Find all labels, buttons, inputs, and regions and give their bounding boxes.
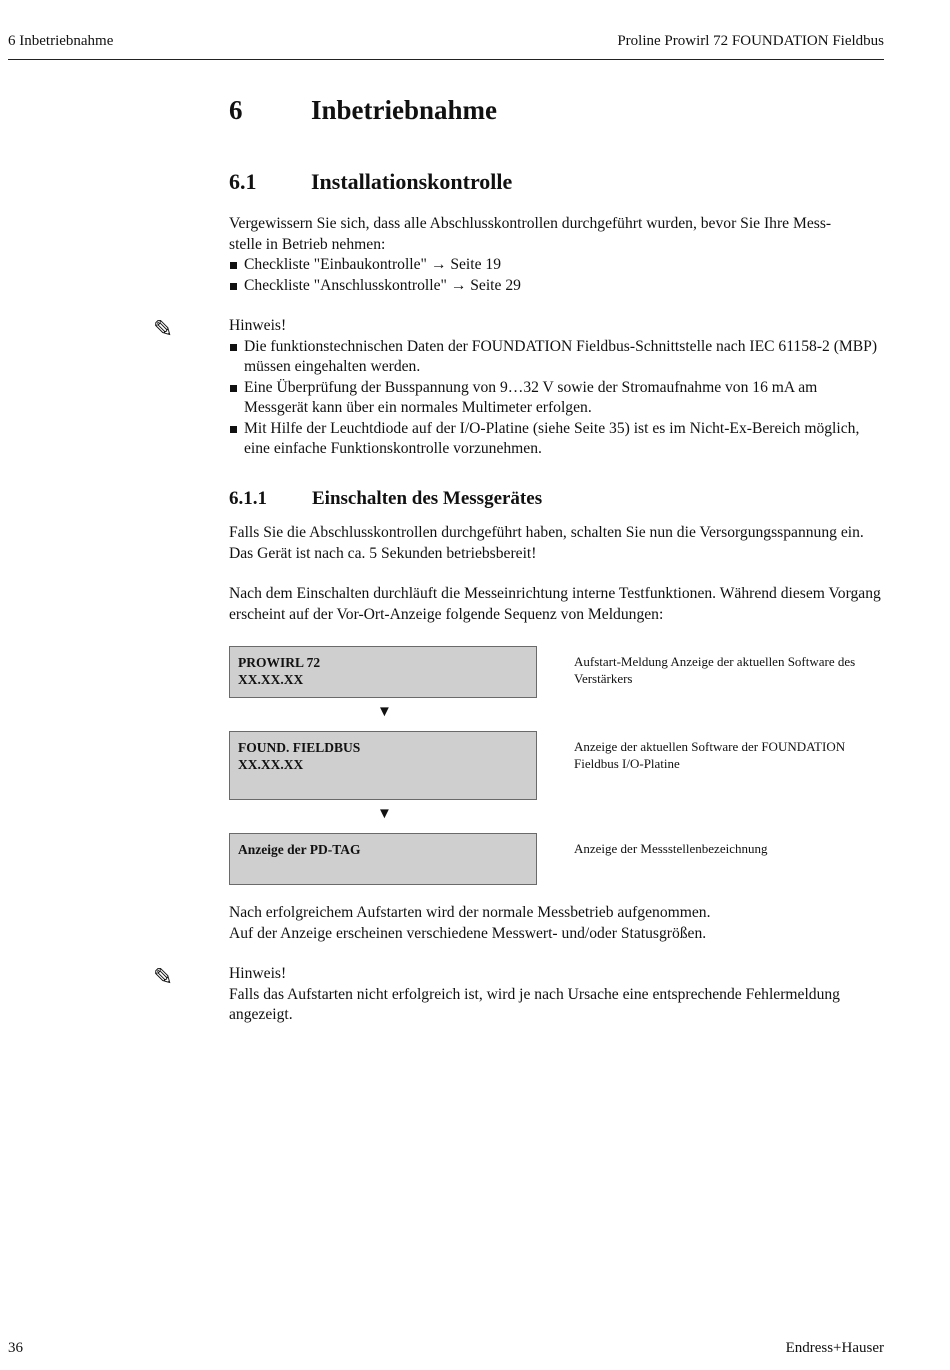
display-line-2: XX.XX.XX xyxy=(238,672,304,687)
chapter-title: Inbetriebnahme xyxy=(311,95,498,125)
paragraph-power-on: Falls Sie die Abschlusskontrollen durchgeführt haben, schalten Sie nun die Versorgungsspannung ein. Das Gerät ist nach ca. 5 Sekunden betriebsbereit! xyxy=(229,524,864,562)
display-description: Anzeige der Messstellenbezeichnung xyxy=(574,841,768,856)
display-box-startup xyxy=(229,646,537,698)
arrow-down-icon: ▼ xyxy=(377,806,392,822)
intro-checklist xyxy=(229,255,884,296)
intro-line-2: stelle in Betrieb nehmen: xyxy=(229,235,386,253)
list-item xyxy=(229,276,884,297)
note-list xyxy=(229,337,884,460)
list-item-text: Mit Hilfe der Leuchtdiode auf der I/O-Platine (siehe Seite 35) ist es im Nicht-Ex-Bereich möglich, eine einfache Funktionskontrolle vorzunehmen. xyxy=(244,419,860,457)
list-item-text: Die funktionstechnischen Daten der FOUNDATION Fieldbus-Schnittstelle nach IEC 61158-2 (MBP) müssen eingehalten werden. xyxy=(244,337,878,375)
bullet-square-icon xyxy=(230,262,237,269)
section-number: 6.1 xyxy=(229,169,257,194)
section-title: Installationskontrolle xyxy=(311,169,513,194)
intro-line-1: Vergewissern Sie sich, dass alle Abschlusskontrollen durchgeführt wurden, bevor Sie Ihre Mess- xyxy=(229,215,832,232)
bullet-square-icon xyxy=(230,344,237,351)
list-item-text: Eine Überprüfung der Busspannung von 9…32 V sowie der Stromaufnahme von 16 mA am Messgerät kann über ein normales Multimeter erfolgen. xyxy=(244,378,818,416)
subsection-title: Einschalten des Messgerätes xyxy=(312,488,543,509)
running-header-product: Proline Prowirl 72 FOUNDATION Fieldbus xyxy=(617,33,884,49)
note-text: Falls das Aufstarten nicht erfolgreich ist, wird je nach Ursache eine entsprechende Fehlermeldung angezeigt. xyxy=(229,985,840,1023)
display-description: Anzeige der aktuellen Software der FOUNDATION Fieldbus I/O-Platine xyxy=(574,739,846,771)
running-header-chapter: 6 Inbetriebnahme xyxy=(8,33,114,49)
header-rule xyxy=(8,59,884,60)
display-line-1: FOUND. FIELDBUS xyxy=(238,740,361,755)
arrow-down-icon: ▼ xyxy=(377,704,392,720)
display-line-1: Anzeige der PD-TAG xyxy=(238,842,361,857)
display-box-fieldbus xyxy=(229,731,537,800)
paragraph-normal-operation xyxy=(229,903,884,944)
pencil-icon: ✎ xyxy=(153,965,174,991)
chapter-number: 6 xyxy=(229,95,243,125)
note-label: Hinweis! xyxy=(229,965,287,982)
list-item xyxy=(229,378,884,419)
paragraph-line: Auf der Anzeige erscheinen verschiedene Messwert- und/oder Statusgrößen. xyxy=(229,924,707,942)
bullet-square-icon xyxy=(230,283,237,290)
pencil-icon: ✎ xyxy=(153,317,174,343)
bullet-square-icon xyxy=(230,385,237,392)
display-description: Aufstart-Meldung Anzeige der aktuellen Software des Verstärkers xyxy=(574,654,856,686)
list-item xyxy=(229,419,884,460)
paragraph-line: Nach erfolgreichem Aufstarten wird der normale Messbetrieb aufgenommen. xyxy=(229,904,711,921)
list-item xyxy=(229,337,884,378)
list-item xyxy=(229,255,884,276)
note-block-1 xyxy=(229,316,884,460)
display-box-pd-tag xyxy=(229,833,537,885)
paragraph-sequence-intro: Nach dem Einschalten durchläuft die Messeinrichtung interne Testfunktionen. Während diesem Vorgang erscheint auf der Vor-Ort-Anzeige folgende Sequenz von Meldungen: xyxy=(229,585,881,623)
intro-paragraph xyxy=(229,214,884,296)
subsection-number: 6.1.1 xyxy=(229,488,267,509)
list-item-text: Checkliste "Einbaukontrolle" → Seite 19 xyxy=(244,256,501,273)
note-block-2 xyxy=(229,964,884,1026)
note-label: Hinweis! xyxy=(229,317,287,334)
brand-name: Endress+Hauser xyxy=(785,1340,884,1356)
display-line-1: PROWIRL 72 xyxy=(238,655,321,670)
list-item-text: Checkliste "Anschlusskontrolle" → Seite 29 xyxy=(244,276,521,294)
display-line-2: XX.XX.XX xyxy=(238,757,304,772)
bullet-square-icon xyxy=(230,426,237,433)
page-number: 36 xyxy=(8,1340,23,1356)
